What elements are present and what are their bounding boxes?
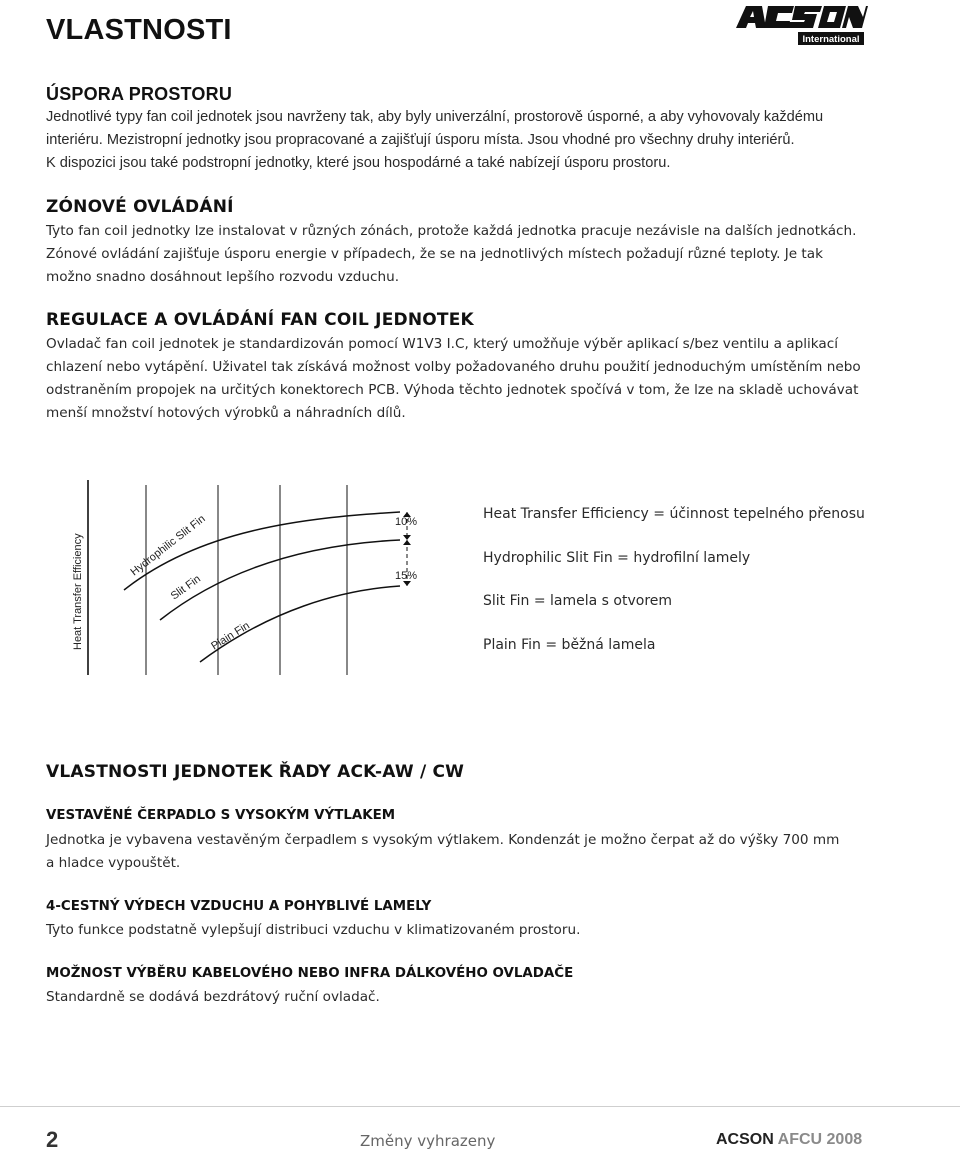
text-line: Tyto funkce podstatně vylepšují distribuci vzduchu v klimatizovaném prostoru. xyxy=(46,922,581,938)
section-heading-regulace: REGULACE A OVLÁDÁNÍ FAN COIL JEDNOTEK xyxy=(46,310,474,330)
chart-annotation: 10% xyxy=(395,516,418,528)
glossary-item: Slit Fin = lamela s otvorem xyxy=(483,593,673,609)
section-text-zonove xyxy=(46,220,876,289)
text-line: Ovladač fan coil jednotek je standardizován pomocí W1V3 I.C, který umožňuje výběr aplikací s/bez ventilu a aplikací xyxy=(46,336,839,352)
text-line: Standardně se dodává bezdrátový ruční ovladač. xyxy=(46,989,380,1005)
text-line: interiéru. Mezistropní jednotky jsou propracované a zajišťují úsporu místa. Jsou vhodné pro všechny druhy interiérů. xyxy=(46,132,795,148)
glossary-item: Hydrophilic Slit Fin = hydrofilní lamely xyxy=(483,550,751,566)
glossary-item: Plain Fin = běžná lamela xyxy=(483,637,656,653)
page-number: 2 xyxy=(46,1127,59,1152)
chart-y-axis-label: Heat Transfer Efficiency xyxy=(72,533,84,650)
page-title: VLASTNOSTI xyxy=(46,14,232,46)
subsection-text-vydech xyxy=(46,919,876,942)
footer-model: AFCU 2008 xyxy=(777,1131,863,1148)
series-label-plain-fin: Plain Fin xyxy=(209,619,252,653)
text-line: menší množství hotových výrobků a náhradních dílů. xyxy=(46,405,406,421)
subsection-heading-ovladac: MOŽNOST VÝBĚRU KABELOVÉHO NEBO INFRA DÁLKOVÉHO OVLADAČE xyxy=(46,966,574,981)
section-heading-uspora: ÚSPORA PROSTORU xyxy=(46,84,233,104)
subsection-text-ovladac xyxy=(46,986,876,1009)
text-line: Zónové ovládání zajišťuje úsporu energie v případech, že se na jednotlivých místech požadují různé teploty. Je tak xyxy=(46,246,823,262)
text-line: Jednotka je vybavena vestavěným čerpadlem s vysokým výtlakem. Kondenzát je možno čerpat až do výšky 700 mm xyxy=(46,832,840,848)
footer-brand: ACSON xyxy=(716,1131,774,1148)
chart-annotation: 15% xyxy=(395,570,418,582)
text-line: K dispozici jsou také podstropní jednotky, které jsou hospodárné a také nabízejí úsporu prostoru. xyxy=(46,155,671,171)
section-text-regulace xyxy=(46,333,876,425)
series-label-slit-fin: Slit Fin xyxy=(168,572,203,603)
text-line: odstraněním propojek na určitých konektorech PCB. Výhoda těchto jednotek spočívá v tom, že lze na skladě uchovávat xyxy=(46,382,859,398)
text-line: Tyto fan coil jednotky lze instalovat v různých zónách, protože každá jednotka pracuje nezávisle na dalších jednotkách. xyxy=(46,223,857,239)
text-line: možno snadno dosáhnout lepšího rozvodu vzduchu. xyxy=(46,269,400,285)
series-line-plain-fin xyxy=(200,586,400,662)
section-heading-ack: VLASTNOSTI JEDNOTEK ŘADY ACK-AW / CW xyxy=(46,762,465,782)
footer-note: Změny vyhrazeny xyxy=(360,1132,496,1150)
text-line: a hladce vypouštět. xyxy=(46,855,181,871)
glossary-item: Heat Transfer Efficiency = účinnost tepelného přenosu xyxy=(483,506,865,522)
heat-transfer-chart xyxy=(40,470,440,690)
text-line: chlazení nebo vytápění. Uživatel tak získává možnost volby požadovaného druhu použití jednoduchým umístěním nebo xyxy=(46,359,861,375)
series-label-hydrophilic-slit-fin: Hydrophilic Slit Fin xyxy=(128,512,208,579)
section-heading-zonove: ZÓNOVÉ OVLÁDÁNÍ xyxy=(46,197,234,217)
subsection-heading-cerpadlo: VESTAVĚNÉ ČERPADLO S VYSOKÝM VÝTLAKEM xyxy=(46,808,396,823)
subsection-text-cerpadlo xyxy=(46,829,876,875)
footer-product xyxy=(716,1131,862,1149)
acson-logo xyxy=(732,2,868,48)
logo-subtitle: International xyxy=(802,34,860,45)
section-text-uspora xyxy=(46,106,876,175)
text-line: Jednotlivé typy fan coil jednotek jsou navrženy tak, aby byly univerzální, prostorově úsporné, a aby vyhovovaly každému xyxy=(46,109,824,125)
subsection-heading-vydech: 4-CESTNÝ VÝDECH VZDUCHU A POHYBLIVÉ LAMELY xyxy=(46,899,432,914)
footer-divider xyxy=(0,1106,960,1107)
